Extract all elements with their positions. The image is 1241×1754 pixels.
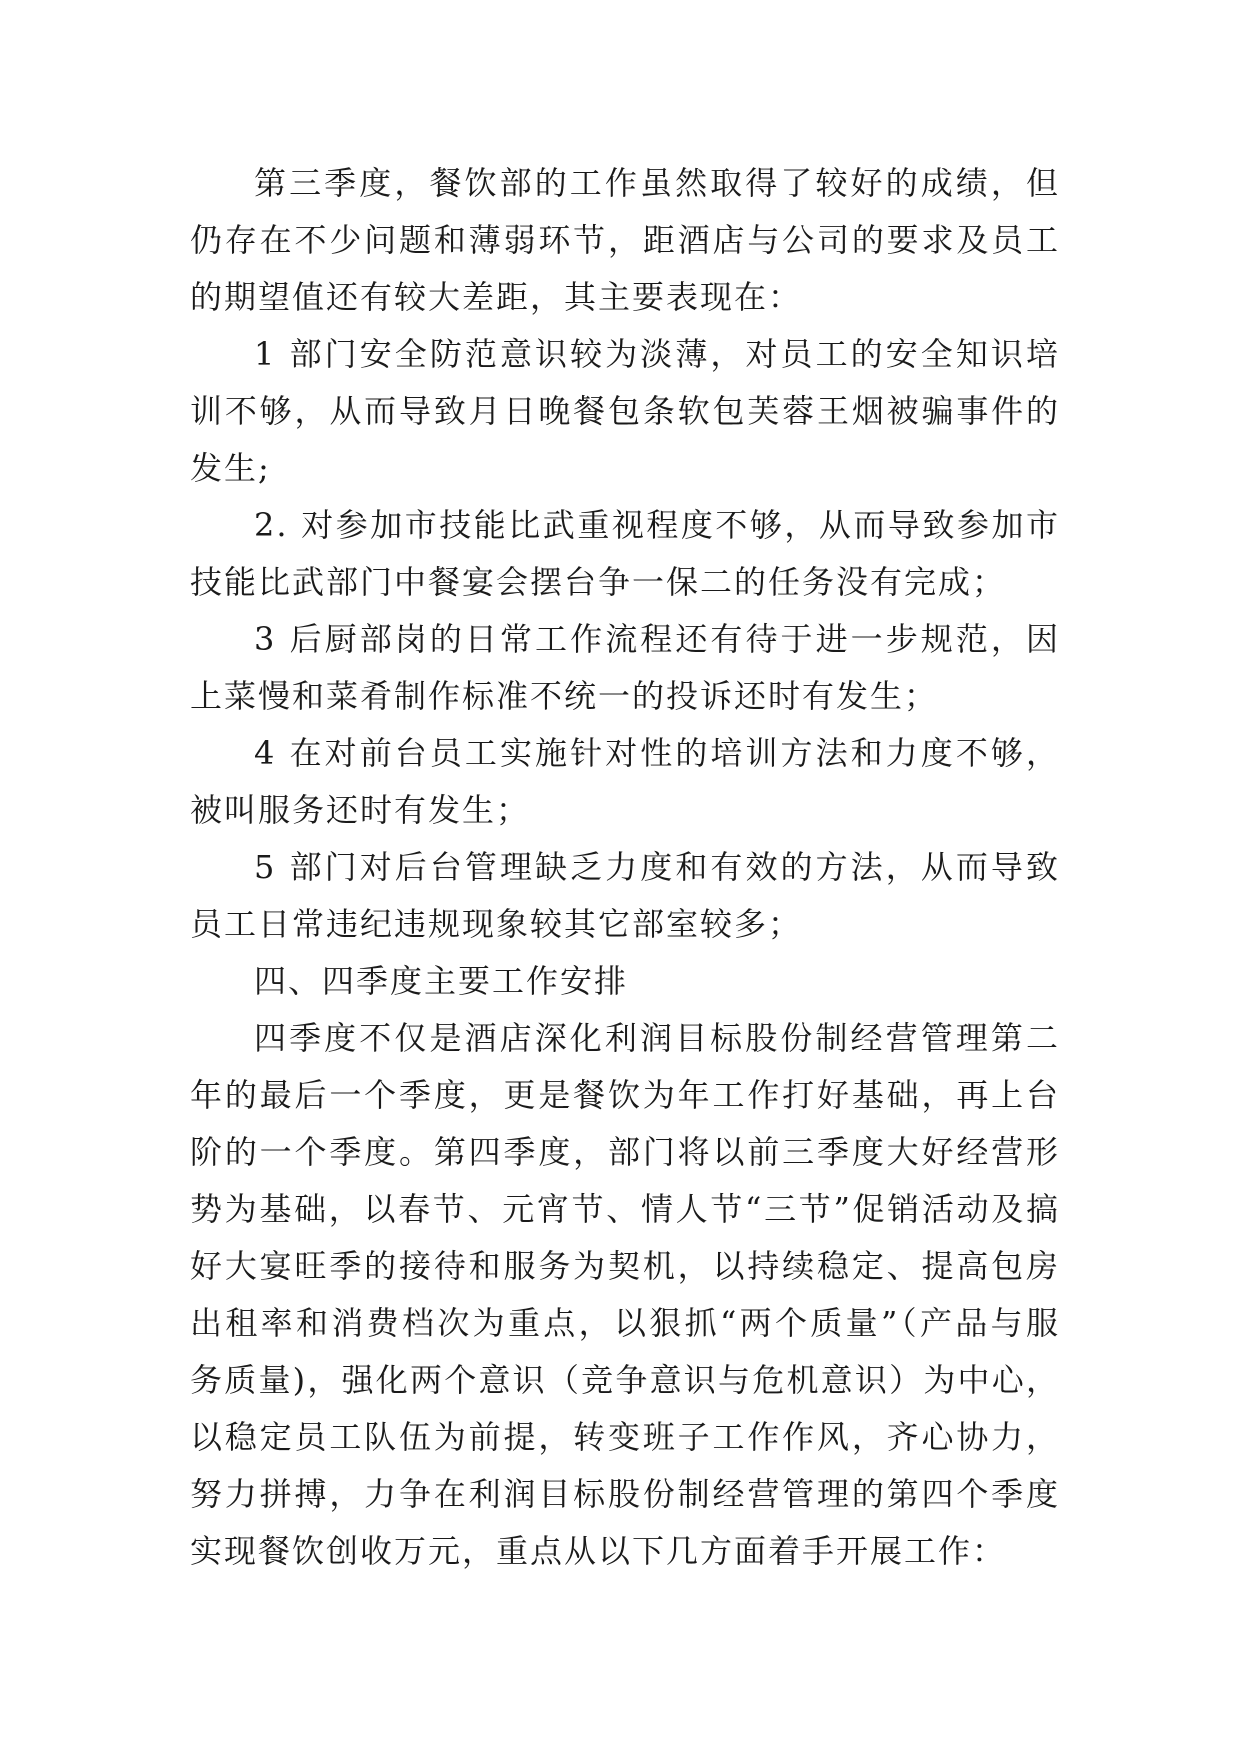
paragraph-issue-3: 3 后厨部岗的日常工作流程还有待于进一步规范，因上菜慢和菜肴制作标准不统一的投诉还时有发生； <box>190 620 1060 715</box>
paragraph-intro: 第三季度，餐饮部的工作虽然取得了较好的成绩，但仍存在不少问题和薄弱环节，距酒店与公司的要求及员工的期望值还有较大差距，其主要表现在： <box>190 164 1060 316</box>
document-body <box>190 155 1060 1580</box>
paragraph-q4-plan: 四季度不仅是酒店深化利润目标股份制经营管理第二年的最后一个季度，更是餐饮为年工作打好基础，再上台阶的一个季度。第四季度，部门将以前三季度大好经营形势为基础，以春节、元宵节、情人节“三节”促销活动及搞好大宴旺季的接待和服务为契机，以持续稳定、提高包房出租率和消费档次为重点，以狠抓“两个质量”（产品与服务质量)，强化两个意识（竞争意识与危机意识）为中心，以稳定员工队伍为前提，转变班子工作作风，齐心协力，努力拼搏，力争在利润目标股份制经营管理的第四个季度实现餐饮创收万元，重点从以下几方面着手开展工作： <box>190 1019 1060 1570</box>
paragraph-issue-2: 2. 对参加市技能比武重视程度不够，从而导致参加市技能比武部门中餐宴会摆台争一保二的任务没有完成； <box>190 506 1060 601</box>
paragraph-issue-5: 5 部门对后台管理缺乏力度和有效的方法，从而导致员工日常违纪违规现象较其它部室较多； <box>190 848 1060 943</box>
paragraph-issue-1: 1 部门安全防范意识较为淡薄，对员工的安全知识培训不够，从而导致月日晚餐包条软包芙蓉王烟被骗事件的发生; <box>190 335 1060 487</box>
paragraph-issue-4: 4 在对前台员工实施针对性的培训方法和力度不够，被叫服务还时有发生； <box>190 734 1060 829</box>
section-heading: 四、四季度主要工作安排 <box>254 962 629 1000</box>
